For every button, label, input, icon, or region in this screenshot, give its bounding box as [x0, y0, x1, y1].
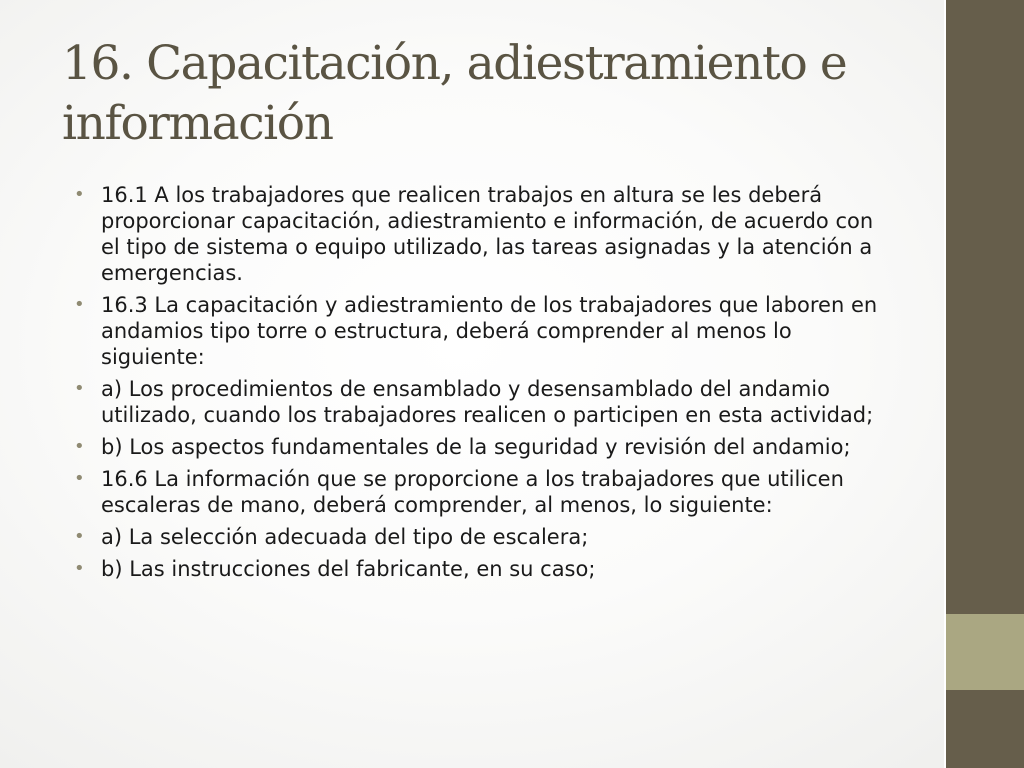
bullet-text: a) La selección adecuada del tipo de escalera;: [101, 525, 589, 549]
bullet-dot-icon: •: [74, 526, 85, 547]
list-item: [62, 524, 892, 550]
bullet-text: b) Los aspectos fundamentales de la seguridad y revisión del andamio;: [101, 435, 851, 459]
slide-title: 16. Capacitación, adiestramiento e información: [62, 36, 847, 151]
bullet-dot-icon: •: [74, 436, 85, 457]
bullet-text: b) Las instrucciones del fabricante, en su caso;: [101, 557, 596, 581]
bullet-text: 16.6 La información que se proporcione a los trabajadores que utilicen escaleras de mano, deberá comprender, al menos, lo siguiente:: [101, 467, 844, 517]
bullet-dot-icon: •: [74, 468, 85, 489]
bullet-dot-icon: •: [74, 378, 85, 399]
list-item: [62, 292, 892, 370]
list-item: [62, 434, 892, 460]
list-item: [62, 376, 892, 428]
bullet-list: [62, 182, 892, 588]
list-item: [62, 556, 892, 582]
side-accent-block: [946, 614, 1024, 690]
bullet-text: a) Los procedimientos de ensamblado y desensamblado del andamio utilizado, cuando los trabajadores realicen o participen en esta actividad;: [101, 377, 874, 427]
bullet-dot-icon: •: [74, 294, 85, 315]
bullet-dot-icon: •: [74, 558, 85, 579]
bullet-text: 16.1 A los trabajadores que realicen trabajos en altura se les deberá proporcionar capacitación, adiestramiento e información, de acuerdo con el tipo de sistema o equipo utilizado, las tareas asignadas y la atención a emergencias.: [101, 183, 874, 285]
bullet-text: 16.3 La capacitación y adiestramiento de los trabajadores que laboren en andamios tipo torre o estructura, deberá comprender al menos lo siguiente:: [101, 293, 878, 369]
list-item: [62, 466, 892, 518]
list-item: [62, 182, 892, 286]
bullet-dot-icon: •: [74, 184, 85, 205]
